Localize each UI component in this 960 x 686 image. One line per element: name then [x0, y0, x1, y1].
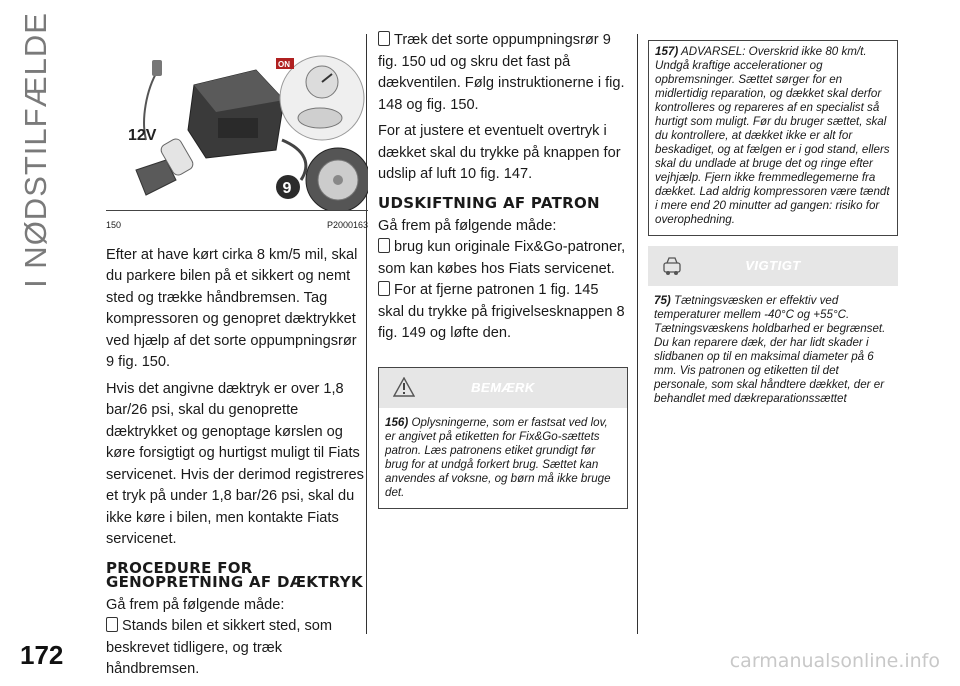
- note-text: Oplysningerne, som er fastsat ved lov, er angivet på etiketten for Fix&Go-sættets patron. Læs patronens etiket grundigt før brug for at undgå forkert brug. Sættet kan anvendes af voksne, og børn må ikke bruge det.: [385, 415, 611, 499]
- on-label: ON: [278, 60, 290, 69]
- bullet-icon: [378, 31, 390, 46]
- page-number: 172: [20, 640, 64, 670]
- paragraph: Gå frem på følgende måde:: [106, 596, 285, 613]
- bullet-text: Stands bilen et sikkert sted, som beskrevet tidligere, og træk håndbremsen.: [106, 618, 333, 677]
- section-heading: UDSKIFTNING AF PATRON: [378, 193, 600, 212]
- column-1: [106, 30, 368, 686]
- note-number: 156): [385, 415, 409, 429]
- note-header: [379, 368, 627, 408]
- section-heading: PROCEDURE FOR GENOPRETNING AF DÆKTRYK: [106, 558, 363, 591]
- bullet-item: [378, 280, 628, 345]
- note-body: [379, 408, 627, 508]
- warning-number: 157): [655, 45, 679, 58]
- important-body: [648, 286, 898, 414]
- figure-code: P2000163: [326, 220, 368, 230]
- paragraph: For at justere et eventuelt overtryk i dækket skal du trykke på knappen for udslip af luft 10 fig. 147.: [378, 123, 621, 182]
- bullet-icon: [378, 238, 390, 253]
- bullet-item: [378, 30, 628, 116]
- important-title: VIGTIGT: [745, 258, 801, 274]
- section-title-text: I NØDSTILFÆLDE: [18, 12, 53, 288]
- label-12v: 12V: [128, 127, 157, 144]
- important-text: Tætningsvæsken er effektiv ved temperaturer mellem -40°C og +55°C. Tætningsvæskens holdbarhed er begrænset. Du kan reparere dæk, der har lidt skader i slidbanen op til en maksimal diameter på 6 mm. Vis patronen og etiketten til det personale, som skal håndtere dækket, der er behandlet med dækreparationssættet: [654, 294, 886, 405]
- compressor-illustration: [106, 30, 368, 210]
- callout-9: 9: [282, 180, 292, 197]
- warning-text: ADVARSEL: Overskrid ikke 80 km/t. Undgå kraftige accelerationer og opbremsninger. Sættet sørger for en midlertidig reparation, og dækket skal derfor kontrolleres og repareres af en specialist så hurtigt som muligt. Før du bruger sættet, skal du kontrollere, at dækket ikke er alt for beskadiget, og at fælgen er i god stand, ellers skal du undlade at bruge det og ringe efter vejhjælp. Fjern ikke fremmedlegemerne fra dækket. Lad aldrig kompressoren være tændt i mere end 20 minutter ad gangen: risiko for overophedning.: [655, 45, 890, 226]
- figure-150: [106, 30, 368, 211]
- bullet-text: Træk det sorte oppumpningsrør 9 fig. 150 ud og skru det fast på dækventilen. Følg instruktionerne i fig. 148 og fig. 150.: [378, 32, 625, 113]
- bullet-text: For at fjerne patronen 1 fig. 145 skal du trykke på frigivelsesknappen 8 fig. 149 og løfte den.: [378, 282, 625, 341]
- note-title: BEMÆRK: [471, 379, 535, 395]
- important-number: 75): [654, 294, 671, 307]
- bullet-icon: [106, 617, 118, 632]
- note-box: [378, 367, 628, 509]
- warning-box: [648, 40, 898, 236]
- figure-caption: [106, 215, 368, 237]
- paragraph: Gå frem på følgende måde:: [378, 217, 557, 234]
- paragraph: Efter at have kørt cirka 8 km/5 mil, skal du parkere bilen på et sikkert og nemt sted og trække håndbremsen. Tag kompressoren og genopret dæktrykket ved hjælp af det sorte oppumpningsrør 9 fig. 150.: [106, 246, 358, 370]
- bullet-item: [106, 616, 368, 681]
- paragraph: Hvis det angivne dæktryk er over 1,8 bar/26 psi, skal du genoprette dæktrykket og genoptage kørslen og køre forsigtigt og hurtigst muligt til Fiats servicenet. Hvis der derimod registreres et tryk på under 1,8 bar/26 psi, skal du ikke køre i bilen, men kontakte Fiats servicenet.: [106, 380, 364, 547]
- column-2: [378, 30, 628, 509]
- figure-number: 150: [106, 220, 122, 230]
- column-3: [648, 30, 898, 414]
- bullet-item: [378, 237, 628, 280]
- section-side-title: [6, 12, 66, 288]
- important-box: [648, 246, 898, 414]
- column-divider: [637, 34, 638, 634]
- bullet-text: brug kun originale Fix&Go-patroner, som kan købes hos Fiats servicenet.: [378, 239, 626, 277]
- bullet-icon: [378, 281, 390, 296]
- warning-body: [649, 41, 897, 235]
- watermark: carmanualsonline.info: [729, 650, 940, 672]
- warning-triangle-icon: [393, 377, 415, 397]
- car-service-icon: [662, 255, 682, 277]
- important-header: [648, 246, 898, 286]
